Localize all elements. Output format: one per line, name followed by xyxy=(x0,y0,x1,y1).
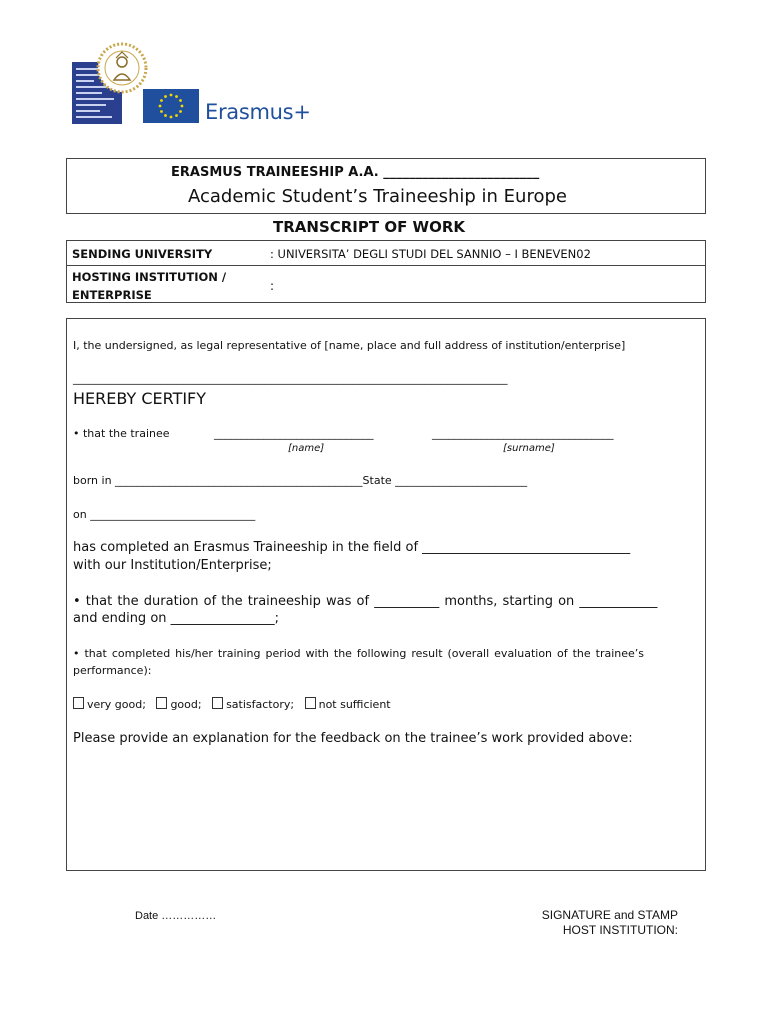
name-caption: [name] xyxy=(288,443,325,454)
born-on-line[interactable]: on ______________________________ xyxy=(73,508,256,521)
checkbox-icon xyxy=(212,697,223,709)
checkbox-icon xyxy=(156,697,167,709)
surname-caption: [surname] xyxy=(503,443,555,454)
hosting-institution-label-2: ENTERPRISE xyxy=(72,288,152,302)
document-title: TRANSCRIPT OF WORK xyxy=(273,218,466,236)
evaluation-options xyxy=(73,697,391,711)
header-subtitle: Academic Student’s Traineeship in Europe xyxy=(188,186,567,207)
eu-star-icon xyxy=(181,105,184,108)
eu-star-icon xyxy=(160,99,163,102)
address-line[interactable]: _______________________________________________________________________________ xyxy=(73,372,508,385)
sending-university-label: SENDING UNIVERSITY xyxy=(72,247,213,261)
eu-star-icon xyxy=(175,95,178,98)
signature-block[interactable] xyxy=(480,908,678,938)
duration-line[interactable]: • that the duration of the traineeship was of __________ months, starting on ____________ xyxy=(73,594,658,609)
good-checkbox[interactable]: good; xyxy=(156,698,201,711)
date-field[interactable]: Date …………… xyxy=(135,910,217,922)
eu-star-icon xyxy=(164,114,167,117)
info-table-divider xyxy=(66,265,706,266)
sending-university-value: : UNIVERSITA’ DEGLI STUDI DEL SANNIO – I BENEVEN02 xyxy=(270,247,591,261)
checkbox-icon xyxy=(73,697,84,709)
eu-star-icon xyxy=(175,114,178,117)
very-good-checkbox[interactable]: very good; xyxy=(73,698,146,711)
eu-star-icon xyxy=(159,105,162,108)
explanation-prompt: Please provide an explanation for the feedback on the trainee’s work provided above: xyxy=(73,731,633,746)
ending-line[interactable]: and ending on ________________; xyxy=(73,611,280,626)
performance-line: performance): xyxy=(73,664,152,677)
hosting-institution-label-1: HOSTING INSTITUTION / xyxy=(72,270,227,284)
trainee-label: • that the trainee xyxy=(73,427,170,440)
hosting-institution-value[interactable]: : xyxy=(270,279,275,293)
eu-star-icon xyxy=(164,95,167,98)
eu-star-icon xyxy=(170,116,173,119)
trainee-surname-field[interactable]: _________________________________ xyxy=(432,427,614,440)
hereby-certify-heading: HEREBY CERTIFY xyxy=(73,389,207,408)
trainee-name-field[interactable]: _____________________________ xyxy=(214,427,374,440)
university-seal-logo xyxy=(70,40,150,126)
eu-star-icon xyxy=(170,94,173,97)
eu-star-icon xyxy=(179,110,182,113)
explanation-area[interactable] xyxy=(70,752,700,864)
not-sufficient-checkbox[interactable]: not sufficient xyxy=(305,698,391,711)
eu-flag-icon xyxy=(143,89,199,123)
signature-label: SIGNATURE and STAMP xyxy=(541,908,678,922)
result-line: • that completed his/her training period with the following result (overall evaluation of the trainee’s xyxy=(73,647,645,660)
eu-star-icon xyxy=(160,110,163,113)
checkbox-icon xyxy=(305,697,316,709)
eu-star-icon xyxy=(179,99,182,102)
erasmus-plus-logo: Erasmus+ xyxy=(205,100,311,124)
born-in-line[interactable]: born in _____________________________________________State ________________________ xyxy=(73,474,528,487)
institution-line: with our Institution/Enterprise; xyxy=(73,558,272,573)
field-of-traineeship-line[interactable]: has completed an Erasmus Traineeship in the field of ________________________________ xyxy=(73,540,631,555)
traineeship-year-line: ERASMUS TRAINEESHIP A.A. ________________________ xyxy=(171,165,540,180)
satisfactory-checkbox[interactable]: satisfactory; xyxy=(212,698,294,711)
intro-text: I, the undersigned, as legal representative of [name, place and full address of institution/enterprise] xyxy=(73,339,626,352)
host-institution-label: HOST INSTITUTION: xyxy=(562,923,678,937)
